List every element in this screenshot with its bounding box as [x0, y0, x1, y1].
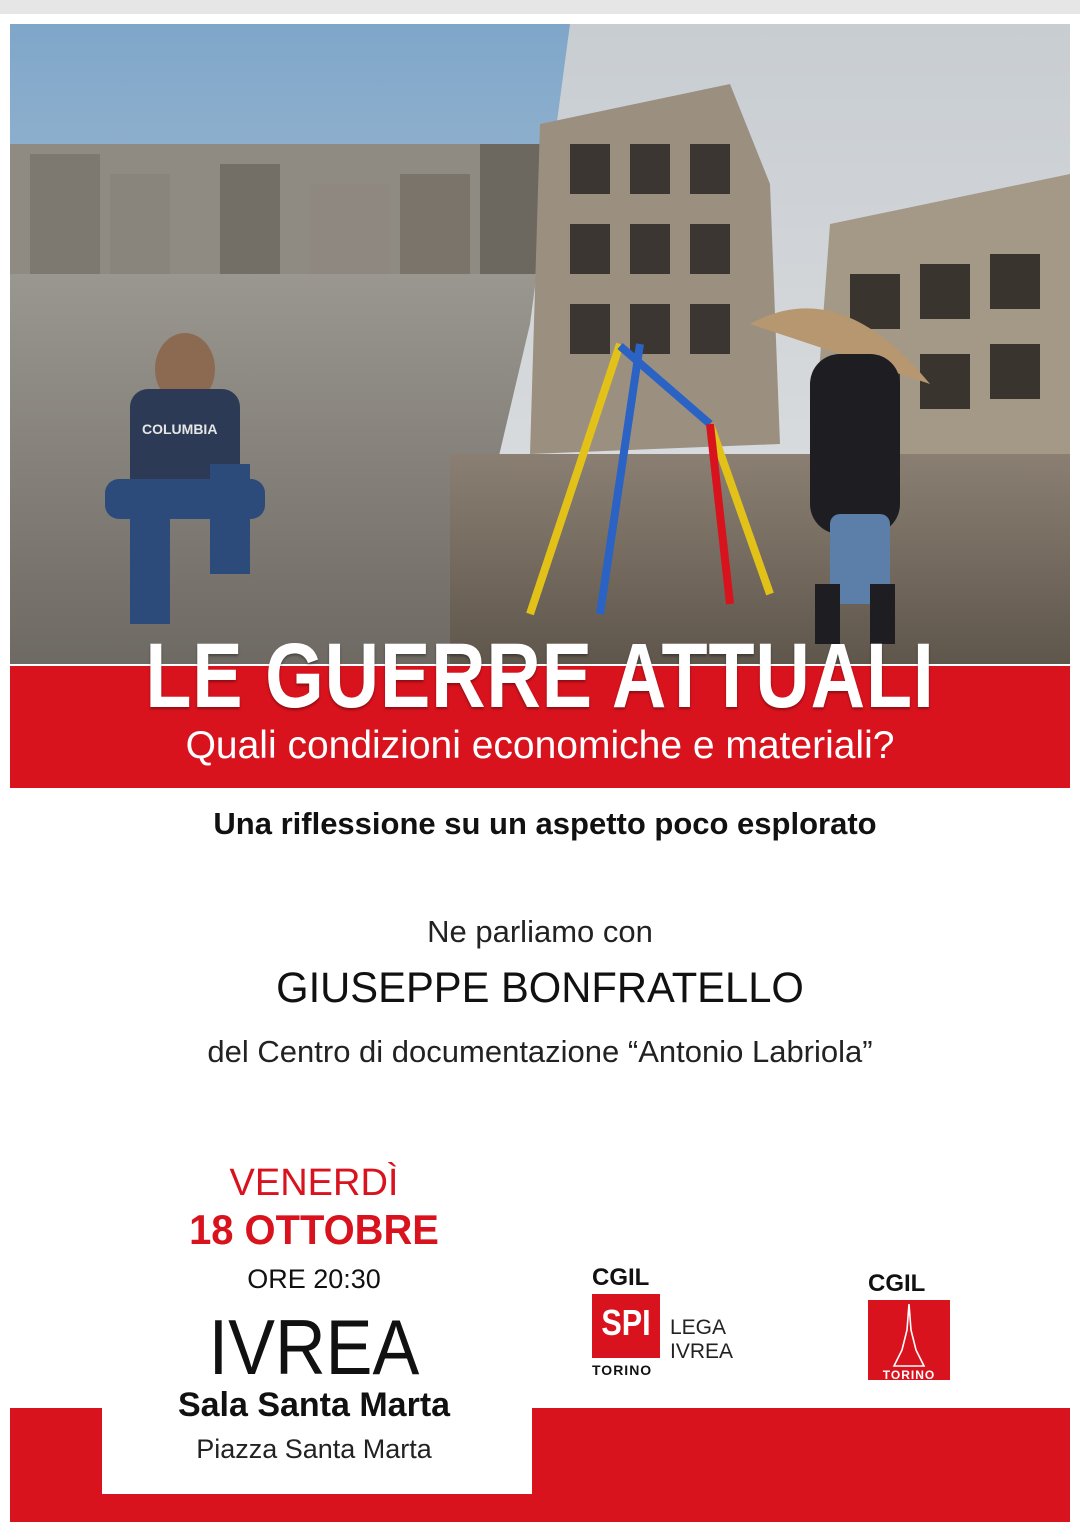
- speaker-name: GIUSEPPE BONFRATELLO: [276, 964, 804, 1012]
- poster-tagline: Una riflessione su un aspetto poco esplorato: [213, 806, 877, 841]
- cgil-logo-torino: TORINO: [882, 1368, 936, 1382]
- event-venue: Sala Santa Marta: [177, 1386, 451, 1424]
- poster-subtitle: Quali condizioni economiche e materiali?: [185, 724, 895, 767]
- spi-cgil-logo: [588, 1264, 758, 1384]
- poster-title: LE GUERRE ATTUALI: [145, 625, 935, 727]
- collage-illustration: [10, 24, 1070, 664]
- spi-logo-cgil: CGIL: [592, 1264, 650, 1291]
- spi-logo-word: SPI: [601, 1302, 651, 1343]
- spi-lega-line1: LEGA: [670, 1316, 727, 1339]
- speaker-intro: Ne parliamo con: [427, 914, 653, 949]
- spi-logo-torino: TORINO: [592, 1362, 653, 1378]
- event-city: IVREA: [208, 1303, 420, 1391]
- top-status-bar: [0, 0, 1080, 14]
- war-photo-collage: [10, 24, 1070, 664]
- shirt-print: COLUMBIA: [142, 421, 218, 437]
- event-address: Piazza Santa Marta: [196, 1434, 432, 1464]
- cgil-logo-word: CGIL: [868, 1270, 926, 1297]
- event-poster: [10, 24, 1070, 1522]
- cgil-torino-logo: [862, 1270, 952, 1388]
- spi-logo-lega: [670, 1316, 733, 1364]
- event-date: 18 OTTOBRE: [189, 1206, 439, 1253]
- spi-lega-line2: IVREA: [670, 1340, 734, 1363]
- speaker-affiliation: del Centro di documentazione “Antonio Labriola”: [207, 1034, 873, 1069]
- event-time: ORE 20:30: [247, 1264, 381, 1294]
- event-day: VENERDÌ: [229, 1162, 399, 1204]
